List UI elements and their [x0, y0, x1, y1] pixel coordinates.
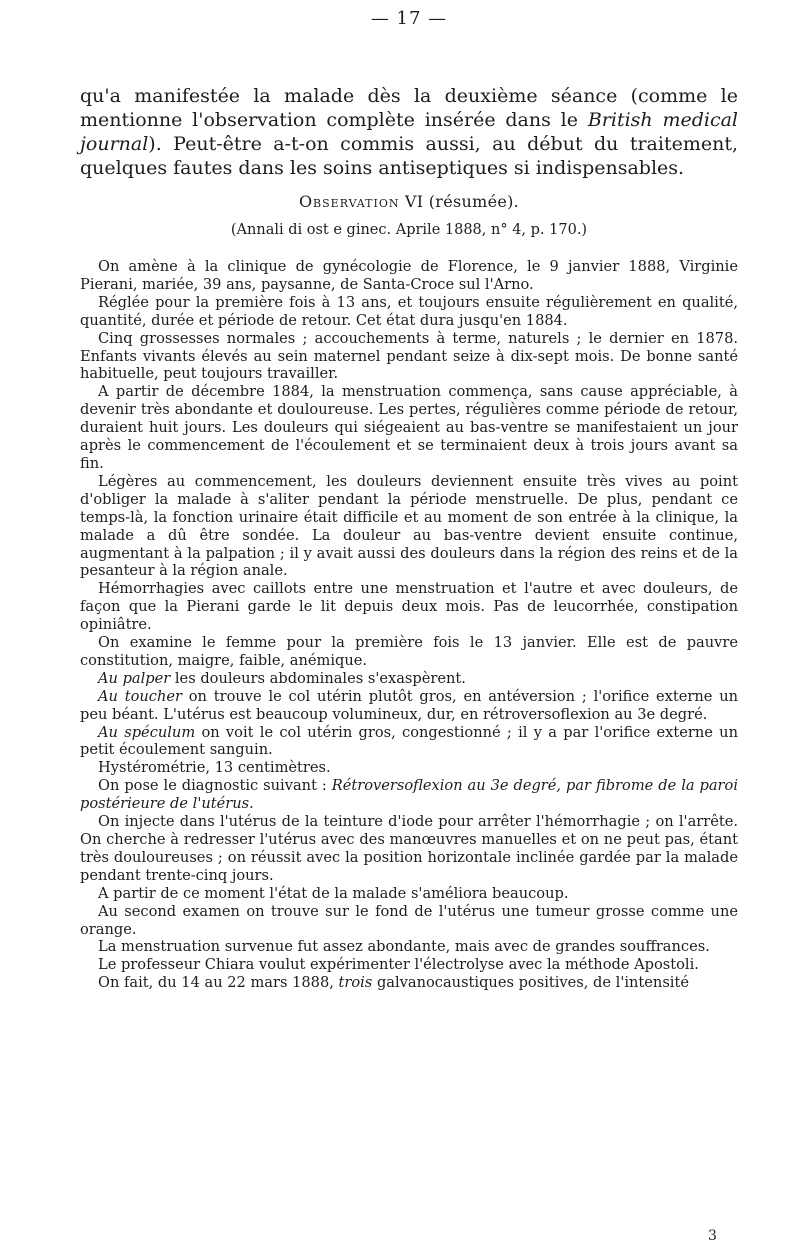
intro-text-start: qu'a manifestée la malade dès la deuxième séance (comme le mentionne l'observation complète insérée dans le	[80, 85, 738, 131]
paragraph-text: galvanocaustiques positives, de l'intensité	[372, 974, 689, 992]
observation-body	[80, 258, 738, 992]
paragraph: On amène à la clinique de gynécologie de Florence, le 9 janvier 1888, Virginie Pierani, mariée, 39 ans, paysanne, de Santa-Croce sul l'Arno.	[80, 258, 738, 293]
intro-text-end: ). Peut-être a-t-on commis aussi, au début du traitement, quelques fautes dans les soins antiseptiques si indispensables.	[80, 133, 738, 179]
paragraph: Réglée pour la première fois à 13 ans, et toujours ensuite régulièrement en qualité, quantité, durée et période de retour. Cet état dura jusqu'en 1884.	[80, 293, 738, 329]
intro-paragraph	[80, 84, 738, 180]
paragraph-text: les douleurs abdominales s'exaspèrent.	[170, 669, 466, 687]
italic-heading: Au spéculum	[98, 723, 196, 741]
paragraph: Le professeur Chiara voulut expérimenter l'électrolyse avec la méthode Apostoli.	[98, 956, 699, 974]
italic-word: trois	[338, 974, 373, 992]
paragraph-text: On fait, du 14 au 22 mars 1888,	[98, 974, 339, 992]
observation-label: Observation	[298, 192, 400, 211]
paragraph: Légères au commencement, les douleurs deviennent ensuite très vives au point d'obliger la malade à s'aliter pendant la période menstruelle. De plus, pendant ce temps-là, la fonction urinaire était difficile et au moment de son entrée à la clinique, la malade a dû être sondée. La douleur au bas-ventre devient ensuite continue, augmentant à la palpation ; il y avait aussi des douleurs dans la région des reins et de la pesanteur à la région anale.	[80, 472, 738, 580]
paragraph: On injecte dans l'utérus de la teinture d'iode pour arrêter l'hémorrhagie ; on l'arrête. On cherche à redresser l'utérus avec des manœuvres manuelles et on ne peut pas, étant très douloureuses ; on réussit avec la position horizontale inclinée gardée par la malade pendant trente-cinq jours.	[80, 813, 738, 884]
journal-title: British medical journal	[80, 109, 739, 155]
paragraph-text: on voit le col utérin gros, congestionné ; il y a par l'orifice externe un petit écoulement sanguin.	[80, 723, 738, 759]
paragraph: Au second examen on trouve sur le fond de l'utérus une tumeur grosse comme une orange.	[80, 902, 738, 938]
paragraph: Hystérométrie, 13 centimètres.	[98, 759, 331, 777]
italic-heading: Au toucher	[98, 687, 182, 705]
paragraph	[80, 974, 738, 992]
paragraph: A partir de décembre 1884, la menstruation commença, sans cause appréciable, à devenir très abondante et douloureuse. Les pertes, régulières comme période de retour, duraient huit jours. Les douleurs qui siégeaient au bas-ventre se manifestaient un jour après le commencement de l'écoulement et se terminaient deux à trois jours avant sa fin.	[80, 383, 738, 472]
observation-title	[80, 192, 738, 211]
diagnosis-text: Rétroversoflexion au 3e degré, par fibrome de la paroi postérieure de l'utérus.	[80, 777, 738, 813]
paragraph: Cinq grossesses normales ; accouchements à terme, naturels ; le dernier en 1878. Enfants vivants élevés au sein maternel pendant seize à dix-sept mois. De bonne santé habituelle, peut toujours travailler.	[80, 329, 738, 383]
observation-number: VI (résumée).	[404, 192, 520, 211]
paragraph	[80, 688, 738, 724]
observation-source: (Annali di ost e ginec. Aprile 1888, n° 4, p. 170.)	[230, 222, 588, 238]
signature-mark: 3	[708, 1228, 717, 1244]
page-number: — 17 —	[370, 8, 448, 29]
italic-heading: Au palper	[98, 669, 171, 687]
paragraph-text: on trouve le col utérin plutôt gros, en antéversion ; l'orifice externe un peu béant. L'utérus est beaucoup volumineux, dur, en rétroversoflexion au 3e degré.	[80, 687, 738, 723]
paragraph-text: On pose le diagnostic suivant :	[98, 777, 332, 795]
paragraph	[80, 670, 738, 688]
paragraph: A partir de ce moment l'état de la malade s'améliora beaucoup.	[98, 884, 569, 902]
paragraph	[80, 724, 738, 760]
paragraph: Hémorrhagies avec caillots entre une menstruation et l'autre et avec douleurs, de façon que la Pierani garde le lit depuis deux mois. Pas de leucorrhée, constipation opiniâtre.	[80, 580, 738, 634]
paragraph	[80, 777, 738, 813]
paragraph: On examine le femme pour la première fois le 13 janvier. Elle est de pauvre constitution, maigre, faible, anémique.	[80, 634, 738, 669]
paragraph: La menstruation survenue fut assez abondante, mais avec de grandes souffrances.	[98, 938, 710, 956]
